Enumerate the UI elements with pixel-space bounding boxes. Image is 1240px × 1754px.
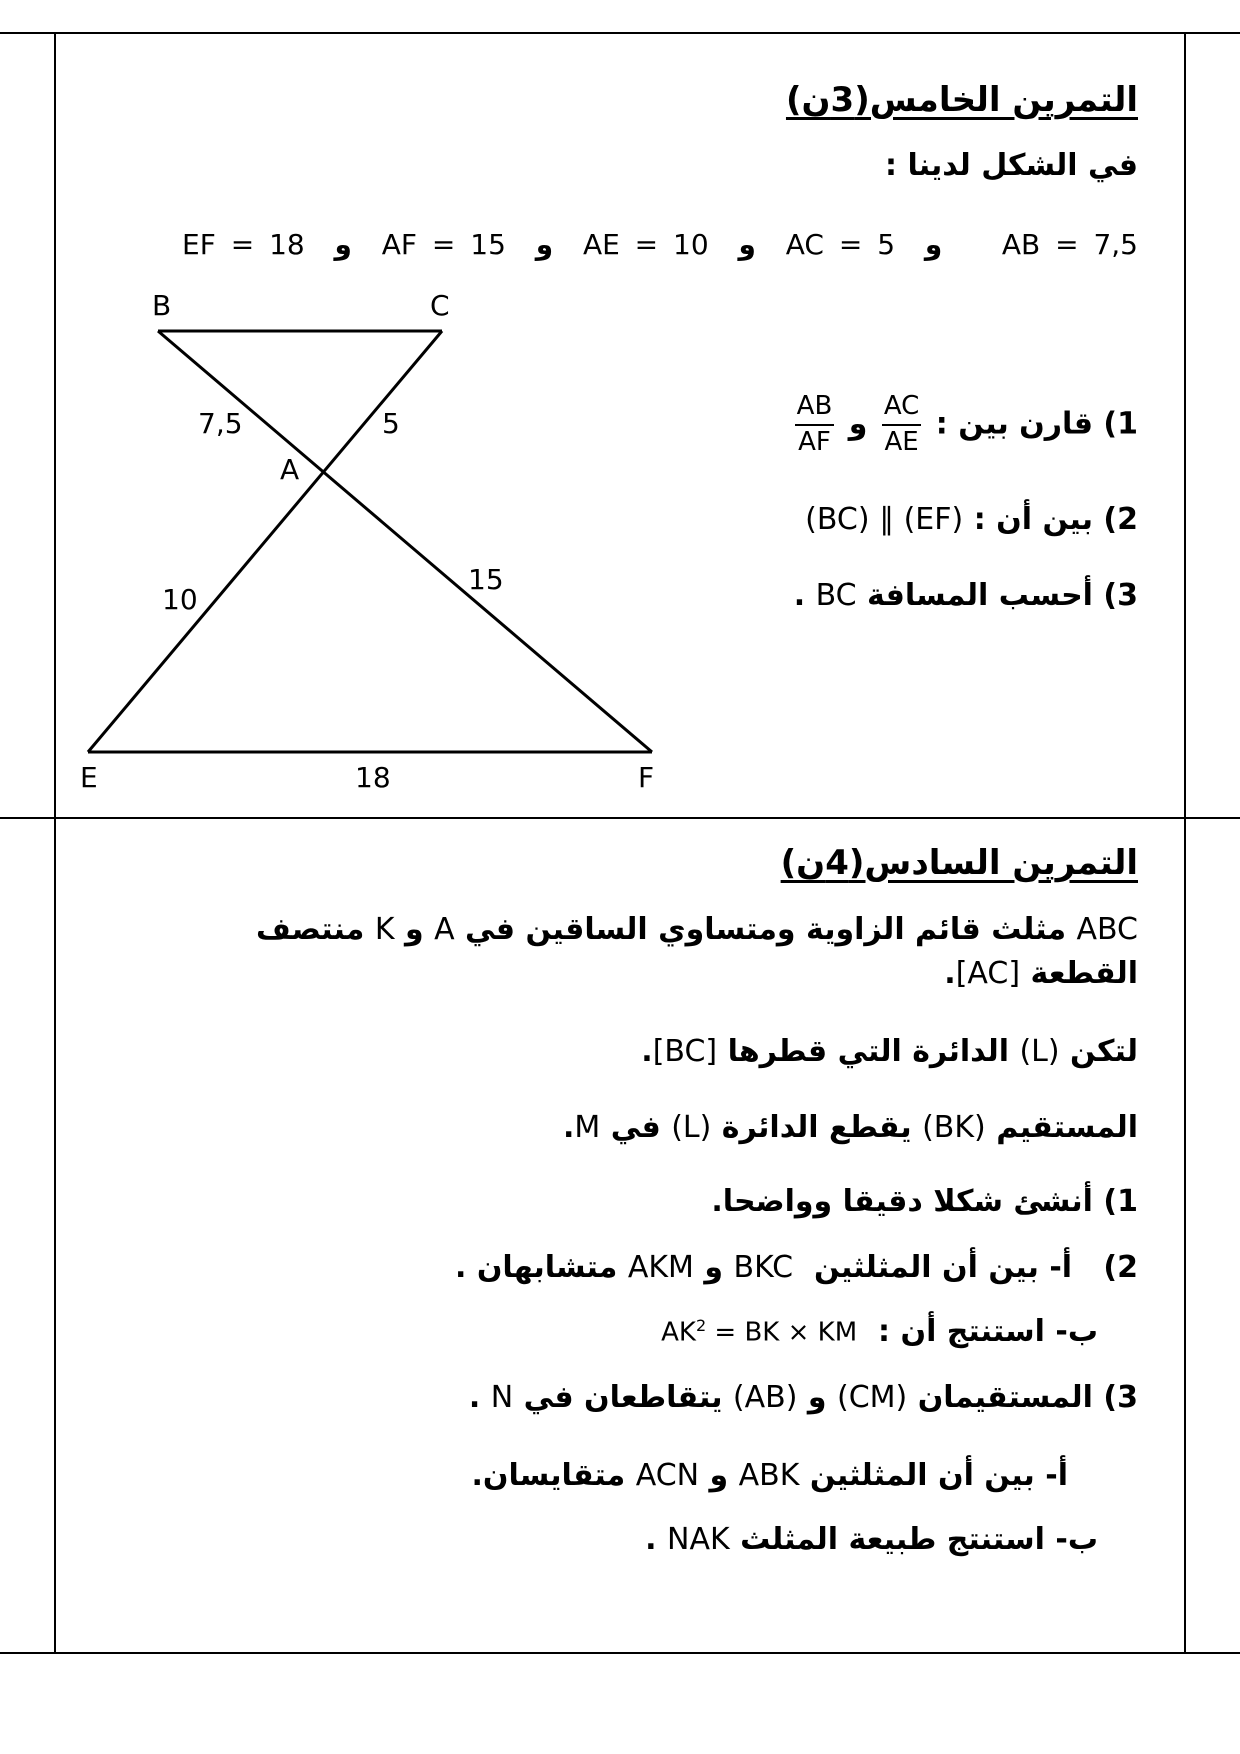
ex5-question-1: 1) قارن بين : $\frac{AC}{AE}$ و $\frac{AB}{AF}$ — [796, 391, 1138, 457]
ex6-statement-line3: لتكن (L) الدائرة التي قطرها [BC]. — [641, 1034, 1138, 1069]
point-a-label: A — [280, 453, 300, 486]
ex5-title: التمرين الخامس(3ن) — [785, 80, 1138, 120]
given-ac: AC = 5 — [785, 228, 896, 261]
segment-ce — [88, 331, 442, 752]
ex5-given-values: AB = 7,5 و AC = 5 و AE = 10 و AF = 15 و EF = 18 — [182, 228, 1138, 261]
fraction-ab-af: $\frac{AB}{AF}$ — [796, 391, 833, 457]
ex6-question-1: 1) أنشئ شكلا دقيقا وواضحا. — [711, 1184, 1138, 1219]
given-ef: EF = 18 — [182, 228, 305, 261]
length-ae-label: 10 — [162, 583, 198, 616]
ex6-title: التمرين السادس(4ن) — [780, 843, 1138, 883]
point-e-label: E — [80, 761, 98, 794]
length-ac-label: 5 — [382, 407, 400, 440]
right-column-border — [1184, 32, 1186, 1654]
given-af: AF = 15 — [381, 228, 506, 261]
given-ae: AE = 10 — [582, 228, 709, 261]
parallel-expression: (BC) ∥ (EF) — [805, 502, 964, 537]
ex6-question-3a: أ- بين أن المثلثين ABK و ACN متقايسان. — [471, 1458, 1068, 1493]
ex6-question-2b: ب- استنتج أن : $AK^2$ = BK × KM — [661, 1314, 1098, 1349]
ex6-statement-line2: القطعة [AC]. — [944, 956, 1138, 991]
left-column-border — [54, 32, 56, 1654]
point-c-label: C — [430, 289, 450, 322]
ex5-question-2: 2) بين أن : (BC) ∥ (EF) — [805, 502, 1138, 537]
ex6-question-2a: 2) أ- بين أن المثلثين BKC و AKM متشابهان . — [454, 1250, 1138, 1285]
length-af-label: 15 — [468, 563, 504, 596]
ex5-triangle-figure — [70, 285, 670, 795]
ex6-question-3: 3) المستقيمان (CM) و (AB) يتقاطعان في N . — [468, 1380, 1138, 1415]
point-b-label: B — [152, 289, 172, 322]
table-bottom-border — [0, 1652, 1240, 1654]
given-ab: AB = 7,5 — [1001, 228, 1138, 261]
ex6-question-3b: ب- استنتج طبيعة المثلث NAK . — [645, 1522, 1098, 1557]
fraction-ac-ae: $\frac{AC}{AE}$ — [883, 391, 920, 457]
ex5-question-3: 3) أحسب المسافة BC . — [793, 578, 1138, 613]
length-ef-label: 18 — [355, 761, 391, 794]
point-f-label: F — [638, 761, 655, 794]
ex5-intro: في الشكل لدينا : — [885, 148, 1138, 183]
ex6-statement-line1: ABC مثلث قائم الزاوية ومتساوي الساقين في A و K منتصف — [256, 912, 1138, 947]
table-top-border — [0, 32, 1240, 34]
length-ab-label: 7,5 — [198, 407, 243, 440]
row-divider — [0, 817, 1240, 819]
segment-bf — [158, 331, 652, 752]
ex6-statement-line4: المستقيم (BK) يقطع الدائرة (L) في M. — [563, 1110, 1138, 1145]
